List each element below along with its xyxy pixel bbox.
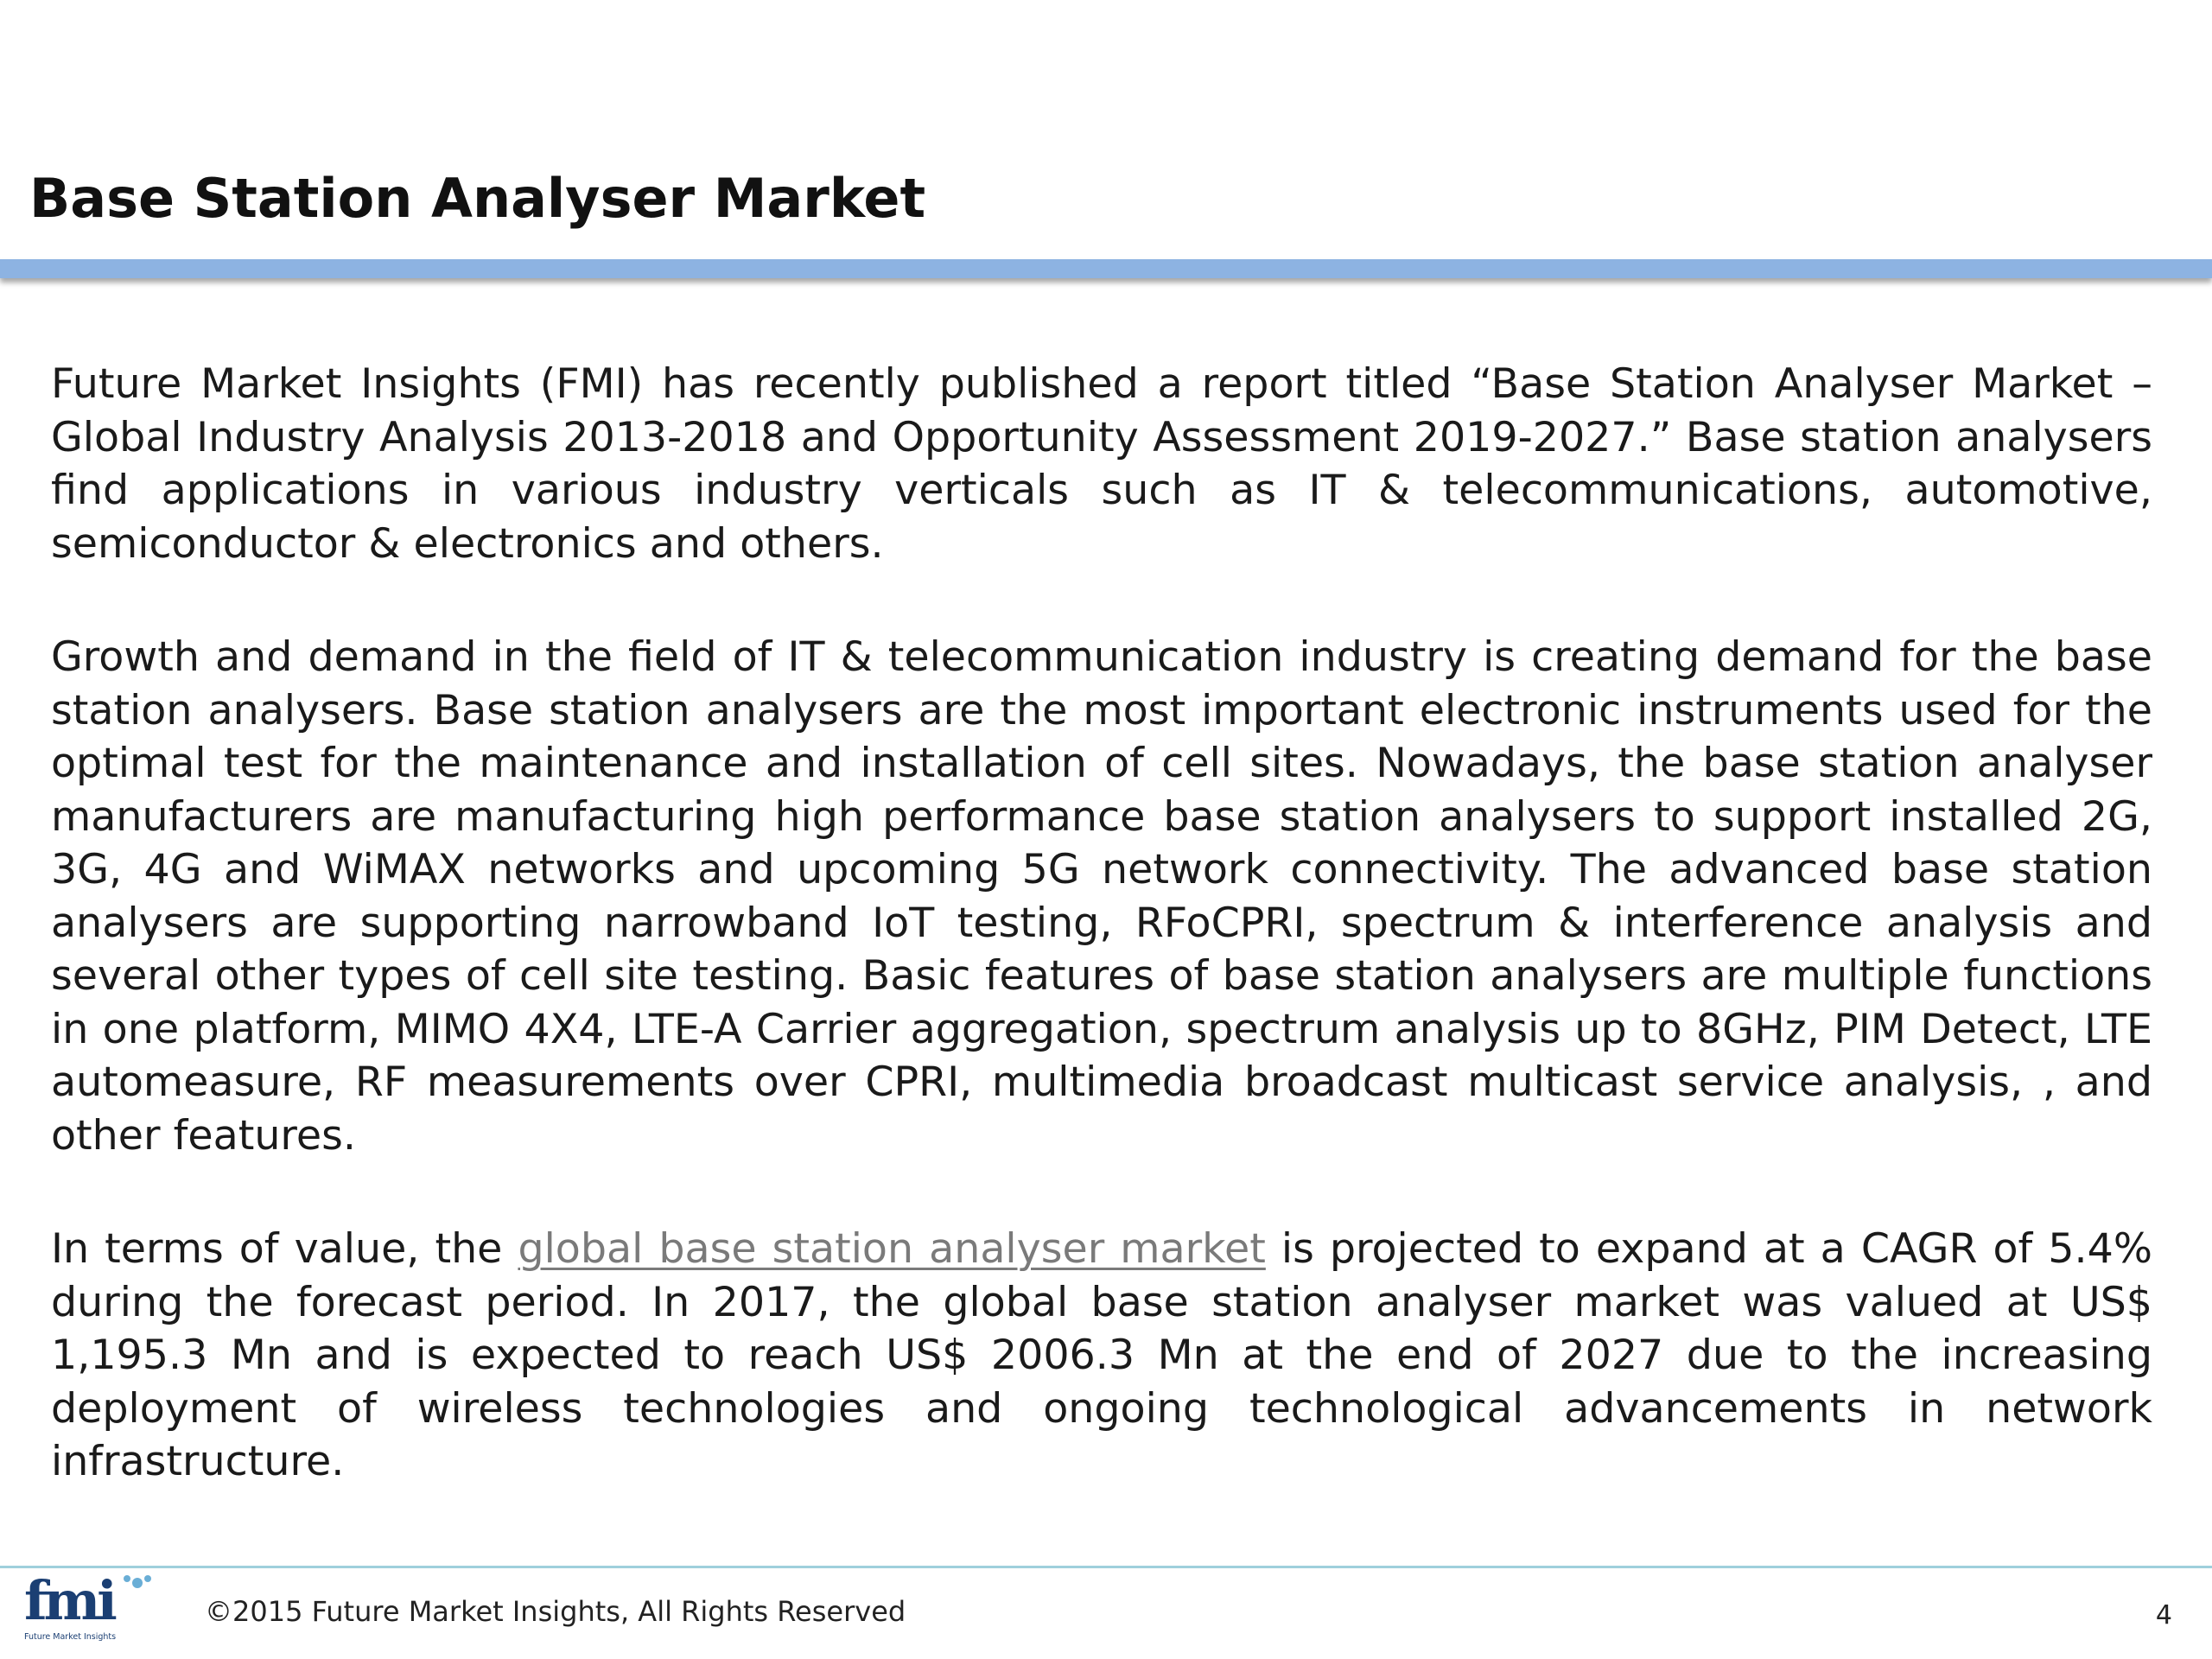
logo-dot-icon bbox=[132, 1578, 143, 1588]
paragraph-report-intro: Future Market Insights (FMI) has recently published a report titled “Base Station Analyser Market – Global Industry Analysis 2013-2018 and Opportunity Assessment 2019-2027.” Base station analysers find applications in various industry verticals such as IT & telecommunications, automotive, semiconductor & electronics and others. bbox=[51, 360, 2152, 568]
market-report-link[interactable]: global base station analyser market bbox=[518, 1225, 1266, 1273]
paragraph-market-value-lead: In terms of value, the bbox=[51, 1225, 518, 1273]
slide-title: Base Station Analyser Market bbox=[29, 167, 926, 230]
copyright-notice: ©2015 Future Market Insights, All Rights Reserved bbox=[205, 1595, 906, 1628]
fmi-logo bbox=[22, 1574, 152, 1643]
paragraph-market-value bbox=[51, 1223, 2152, 1489]
title-underline-bar bbox=[0, 259, 2212, 278]
footer-divider bbox=[0, 1566, 2212, 1568]
logo-tagline: Future Market Insights bbox=[24, 1632, 117, 1642]
paragraph-market-value-rest: is projected to expand at a CAGR of 5.4% during the forecast period. In 2017, the global base station analyser market was valued at US$ 1,195.3 Mn and is expected to reach US$ 2006.3 Mn at the end of 2027 due to the increasing deployment of wireless technologies and ongoing technological advancements in network infrastructure. bbox=[51, 1225, 2152, 1485]
slide-body bbox=[51, 358, 2152, 1489]
logo-wordmark: fmi bbox=[24, 1574, 114, 1632]
paragraph-market-drivers: Growth and demand in the field of IT & telecommunication industry is creating demand for the base station analysers. Base station analysers are the most important electronic instruments used for the optimal test for the maintenance and installation of cell sites. Nowadays, the base station analyser manufacturers are manufacturing high performance base station analysers to support installed 2G, 3G, 4G and WiMAX networks and upcoming 5G network connectivity. The advanced base station analysers are supporting narrowband IoT testing, RFoCPRI, spectrum & interference analysis and several other types of cell site testing. Basic features of base station analysers are multiple functions in one platform, MIMO 4X4, LTE-A Carrier aggregation, spectrum analysis up to 8GHz, PIM Detect, LTE automeasure, RF measurements over CPRI, multimedia broadcast multicast service analysis, , and other features. bbox=[51, 633, 2152, 1160]
page-number: 4 bbox=[2155, 1600, 2172, 1630]
